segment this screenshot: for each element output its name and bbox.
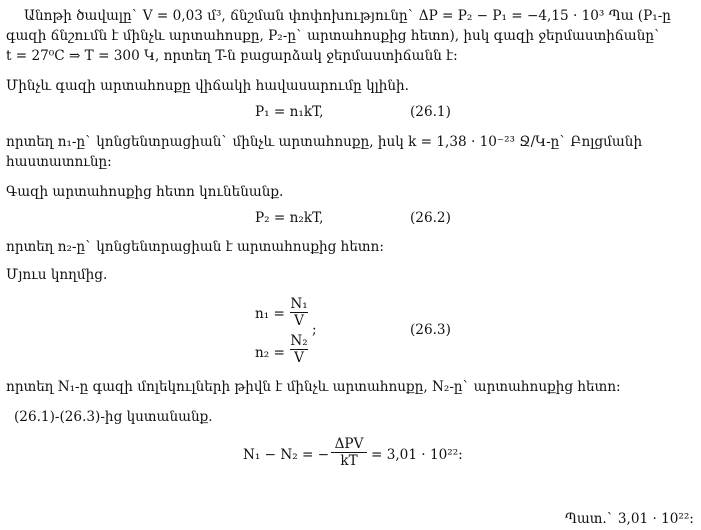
paragraph-line: Մյուս կողմից. xyxy=(6,267,108,283)
paragraph-line: t = 27⁰C ⇒ T = 300 Կ, որտեղ T-ն բացարձակ ջերմաստիճանն է: xyxy=(6,48,458,64)
fraction-denominator: kT xyxy=(340,453,358,469)
fraction-denominator: V xyxy=(294,313,304,329)
paragraph-line: որտեղ N₁-ը գազի մոլեկուլների թիվն է մինչև արտահոսքը, N₂-ը` արտահոսքից հետո: xyxy=(6,379,621,395)
equation-number: (26.3) xyxy=(410,322,451,338)
fraction-numerator: N₂ xyxy=(290,333,308,349)
fraction-n2 xyxy=(290,333,308,366)
equation-26-1: P₁ = n₁kT, xyxy=(255,104,324,120)
equation-26-2: P₂ = n₂kT, xyxy=(255,210,324,226)
fraction-denominator: V xyxy=(294,350,304,366)
equation-number: (26.1) xyxy=(410,104,451,120)
paragraph-line: հաստատունը: xyxy=(6,154,112,170)
equation-26-3-lhs1: n₁ = xyxy=(255,306,285,322)
fraction-numerator: ΔPV xyxy=(334,436,364,452)
fraction-n1 xyxy=(290,296,308,329)
paragraph-line: Գազի արտահոսքից հետո կունենանք. xyxy=(6,184,284,200)
paragraph-line: գազի ճնշումն է մինչև արտահոսքը, P₂-ը` արտահոսքից հետո), իսկ գազի ջերմաստիճանը` xyxy=(6,28,661,44)
equation-separator: ; xyxy=(312,322,317,338)
paragraph-line: որտեղ n₁-ը` կոնցենտրացիան` մինչև արտահոսքը, իսկ k = 1,38 · 10⁻²³ Ջ/Կ-ը` Բոլցմանի xyxy=(6,134,643,150)
answer-line: Պատ.` 3,01 · 10²²: xyxy=(565,511,694,527)
equation-26-3-lhs2: n₂ = xyxy=(255,345,285,361)
fraction-dpv-kt xyxy=(331,436,367,469)
paragraph-line: որտեղ n₂-ը` կոնցենտրացիան է արտահոսքից հետո: xyxy=(6,239,384,255)
equation-number: (26.2) xyxy=(410,210,451,226)
paragraph-line: (26.1)-(26.3)-ից կստանանք. xyxy=(14,409,213,425)
fraction-numerator: N₁ xyxy=(290,296,308,312)
equation-final-lhs: N₁ − N₂ = − xyxy=(243,447,330,463)
paragraph-line: Մինչև գազի արտահոսքը վիճակի հավասարումը կլինի. xyxy=(6,78,410,94)
equation-final-rhs: = 3,01 · 10²²: xyxy=(371,447,463,463)
paragraph-line: Անոթի ծավալը` V = 0,03 մ³, ճնշման փոփոխությունը` ΔP = P₂ − P₁ = −4,15 · 10³ Պա (P₁-ը xyxy=(24,8,671,24)
